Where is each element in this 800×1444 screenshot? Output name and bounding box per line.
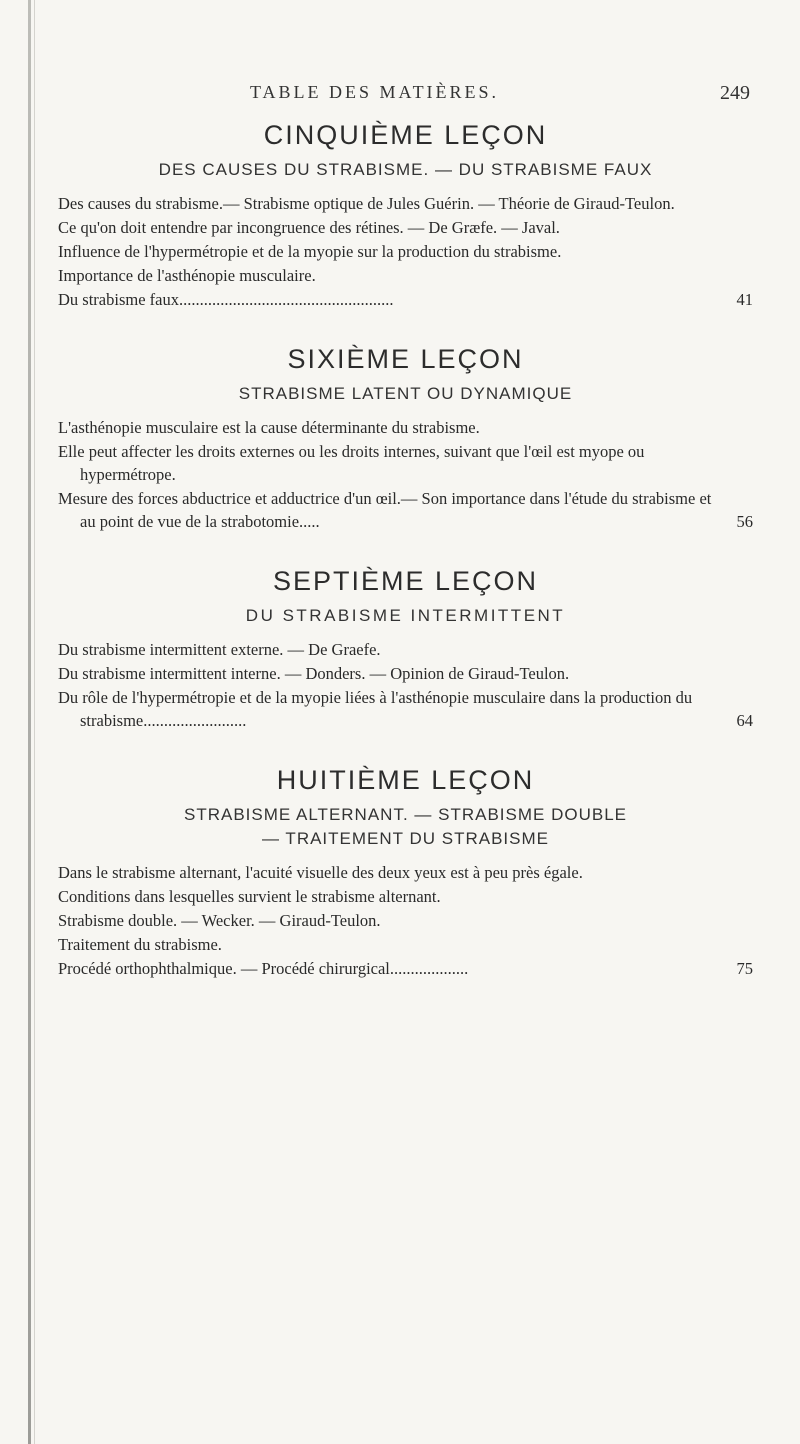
lesson-7 — [58, 564, 753, 732]
entry-page: 41 — [736, 290, 753, 309]
toc-entry — [58, 686, 753, 732]
entry-text: Elle peut affecter les droits externes ou les droits internes, suivant que l'œil est myope ou hypermétrope. — [58, 442, 645, 484]
toc-entry — [58, 216, 753, 239]
entry-text: Ce qu'on doit entendre par incongruence des rétines. — De Græfe. — Javal. — [58, 218, 560, 237]
toc-entry — [58, 440, 753, 486]
lesson-title: HUITIÈME LEÇON — [276, 765, 535, 795]
entry-text: Procédé orthophthalmique. — Procédé chirurgical................... — [58, 959, 469, 978]
lesson-subtitle — [58, 803, 753, 851]
lesson-5 — [58, 118, 753, 311]
page-binding-edge — [28, 0, 31, 1444]
toc-entry — [58, 416, 753, 439]
lesson-title: CINQUIÈME LEÇON — [263, 120, 548, 150]
lesson-8 — [58, 763, 753, 980]
entry-list — [58, 861, 753, 980]
toc-entry — [58, 933, 753, 956]
entry-page: 56 — [736, 512, 753, 531]
lesson-title: SIXIÈME LEÇON — [287, 344, 524, 374]
entry-list — [58, 416, 753, 533]
entry-text: Des causes du strabisme.— Strabisme optique de Jules Guérin. — Théorie de Giraud-Teulon. — [58, 194, 675, 213]
toc-entry — [58, 861, 753, 884]
entry-text: Influence de l'hypermétropie et de la myopie sur la production du strabisme. — [58, 242, 562, 261]
toc-entry — [58, 885, 753, 908]
entry-text: Importance de l'asthénopie musculaire. — [58, 266, 316, 285]
entry-text: Conditions dans lesquelles survient le strabisme alternant. — [58, 887, 441, 906]
lesson-subtitle-line: STRABISME LATENT OU DYNAMIQUE — [238, 384, 573, 403]
toc-entry — [58, 909, 753, 932]
toc-entry — [58, 240, 753, 263]
entry-list — [58, 638, 753, 732]
entry-text: Du rôle de l'hypermétropie et de la myopie liées à l'asthénopie musculaire dans la production du strabisme......................... — [58, 688, 693, 730]
lesson-subtitle — [58, 158, 753, 182]
toc-entry — [58, 192, 753, 215]
entry-text: Du strabisme intermittent interne. — Donders. — Opinion de Giraud-Teulon. — [58, 664, 570, 683]
lesson-subtitle-line: STRABISME ALTERNANT. — STRABISME DOUBLE — [184, 805, 627, 824]
toc-entry — [58, 487, 753, 533]
entry-page: 75 — [736, 959, 753, 978]
lesson-subtitle — [58, 604, 753, 628]
toc-entry — [58, 638, 753, 661]
lesson-title: SEPTIÈME LEÇON — [272, 566, 539, 596]
entry-text: Strabisme double. — Wecker. — Giraud-Teulon. — [58, 911, 381, 930]
table-of-contents — [58, 118, 753, 981]
entry-page: 64 — [736, 711, 753, 730]
toc-entry — [58, 957, 753, 980]
entry-text: Mesure des forces abductrice et adductrice d'un œil.— Son importance dans l'étude du strabisme et au point de vue de la strabotomie..... — [58, 489, 712, 531]
entry-text: Traitement du strabisme. — [58, 935, 222, 954]
toc-entry — [58, 662, 753, 685]
entry-text: Du strabisme intermittent externe. — De Graefe. — [58, 640, 381, 659]
page-header — [120, 82, 750, 106]
entry-text: L'asthénopie musculaire est la cause déterminante du strabisme. — [58, 418, 480, 437]
lesson-subtitle-line: — TRAITEMENT DU STRABISME — [262, 829, 549, 848]
entry-list — [58, 192, 753, 311]
lesson-subtitle — [58, 382, 753, 406]
page-number: 249 — [720, 82, 750, 104]
page-binding-shadow — [34, 0, 35, 1444]
entry-text: Du strabisme faux.................................................... — [58, 290, 394, 309]
toc-entry — [58, 288, 753, 311]
lesson-subtitle-line: DU STRABISME INTERMITTENT — [245, 606, 566, 625]
running-title: TABLE DES MATIÈRES. — [250, 82, 500, 102]
lesson-6 — [58, 342, 753, 533]
entry-text: Dans le strabisme alternant, l'acuité visuelle des deux yeux est à peu près égale. — [58, 863, 583, 882]
toc-entry — [58, 264, 753, 287]
lesson-subtitle-line: DES CAUSES DU STRABISME. — DU STRABISME FAUX — [158, 160, 653, 179]
